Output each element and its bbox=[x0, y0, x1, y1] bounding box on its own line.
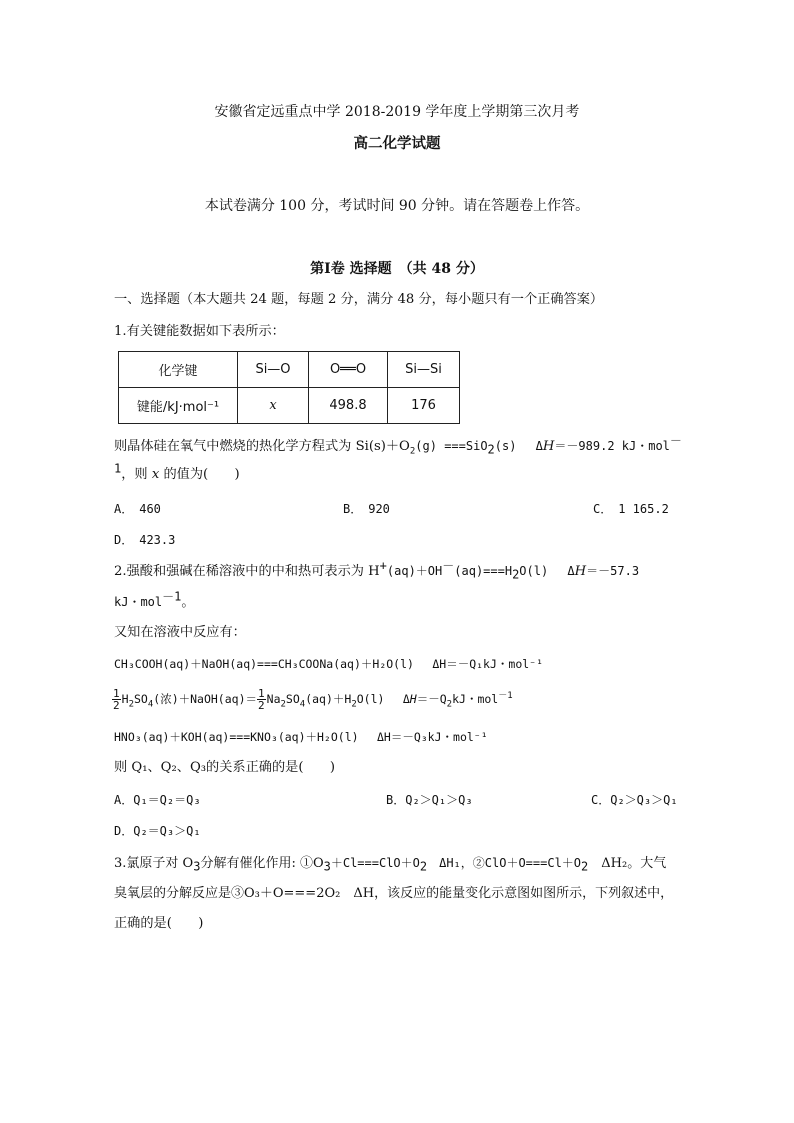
table-header-cell: Si—O bbox=[238, 352, 309, 388]
q1-equation-line: 则晶体硅在氧气中燃烧的热化学方程式为 $Si(s)+O_2(g) ===SiO_2(s)$ ΔH＝－989.2 kJ・mol－ bbox=[114, 433, 682, 457]
table-header-cell: 化学键 bbox=[119, 352, 238, 388]
q2-stem: 2.强酸和强碱在稀溶液中的中和热可表示为 $H^+(aq)+OH^-(aq)===H_2O(l)$ ΔH＝－57.3 bbox=[114, 558, 640, 582]
bond-energy-table bbox=[118, 351, 460, 424]
exam-intro: 本试卷满分 100 分，考试时间 90 分钟。请在答题卷上作答。 bbox=[204, 198, 590, 214]
q3-line-3: 正确的是( ) bbox=[114, 916, 204, 931]
table-row-label: 键能/kJ·mol⁻¹ bbox=[119, 388, 238, 424]
q2-equation-3: HNO₃(aq)＋KOH(aq)===KNO₃(aq)＋H₂O(l) ΔH＝－Q₃kJ・mol⁻¹ bbox=[114, 730, 488, 744]
fraction-half: $\frac{1}{2}$ bbox=[113, 687, 120, 712]
q2-option-d: D．Q₂＝Q₃＞Q₁ bbox=[114, 824, 201, 838]
table-cell: 176 bbox=[388, 388, 460, 424]
q2-option-a: A．Q₁＝Q₂＝Q₃ bbox=[114, 793, 201, 807]
q2-ask: 则 Q₁、Q₂、Q₃的关系正确的是( ) bbox=[114, 760, 336, 775]
q1-option-c: C． 1 165.2 bbox=[593, 502, 669, 516]
q1-option-d: D． 423.3 bbox=[114, 533, 176, 547]
q1-option-a: A． 460 bbox=[114, 502, 161, 516]
exam-subtitle: 高二化学试题 bbox=[353, 135, 441, 152]
table-cell: x bbox=[238, 388, 309, 424]
table-cell: 498.8 bbox=[309, 388, 388, 424]
part-heading: 一、选择题（本大题共 24 题，每题 2 分，满分 48 分，每小题只有一个正确答案） bbox=[114, 292, 604, 307]
q2-equation-1: CH₃COOH(aq)＋NaOH(aq)===CH₃COONa(aq)＋H₂O(l) ΔH＝－Q₁kJ・mol⁻¹ bbox=[114, 657, 544, 671]
q3-line-1: 3.氯原子对 $O_3$分解有催化作用: $①O_3+Cl===ClO+O_2$ ΔH₁，$②ClO+O===Cl+O_2$ ΔH₂。大气 bbox=[114, 856, 667, 874]
table-header-cell: O══O bbox=[309, 352, 388, 388]
q1-stem: 1.有关键能数据如下表所示： bbox=[114, 324, 285, 339]
q2-option-b: B．Q₂＞Q₁＞Q₃ bbox=[386, 793, 473, 807]
fraction-half: $\frac{1}{2}$ bbox=[258, 687, 265, 712]
q2-stem-cont: kJ・mol$^{-1}$。 bbox=[114, 589, 195, 610]
section-heading: 第Ⅰ卷 选择题 （共 48 分） bbox=[310, 261, 484, 277]
q2-known: 又知在溶液中反应有： bbox=[114, 625, 246, 640]
q2-equation-2: $\frac{1}{2}$ $H_2SO_4$(浓)＋NaOH(aq)＝ $\frac{1}{2}$ $Na_2SO_4(aq)+H_2O(l)$ $\Delta H=-Q_2kJ$・mol$^{-1}$ bbox=[113, 687, 513, 712]
q1-option-b: B． 920 bbox=[343, 502, 390, 516]
q3-line-2: 臭氧层的分解反应是③O₃＋O===2O₂ ΔH，该反应的能量变化示意图如图所示，下列叙述中， bbox=[114, 886, 674, 901]
exam-title: 安徽省定远重点中学 2018-2019 学年度上学期第三次月考 bbox=[214, 104, 580, 120]
q2-option-c: C．Q₂＞Q₃＞Q₁ bbox=[591, 793, 678, 807]
table-header-cell: Si—Si bbox=[388, 352, 460, 388]
q1-ask-line: $^1$，则 x 的值为( ) bbox=[114, 461, 240, 482]
table-row bbox=[119, 388, 460, 424]
table-header-row bbox=[119, 352, 460, 388]
